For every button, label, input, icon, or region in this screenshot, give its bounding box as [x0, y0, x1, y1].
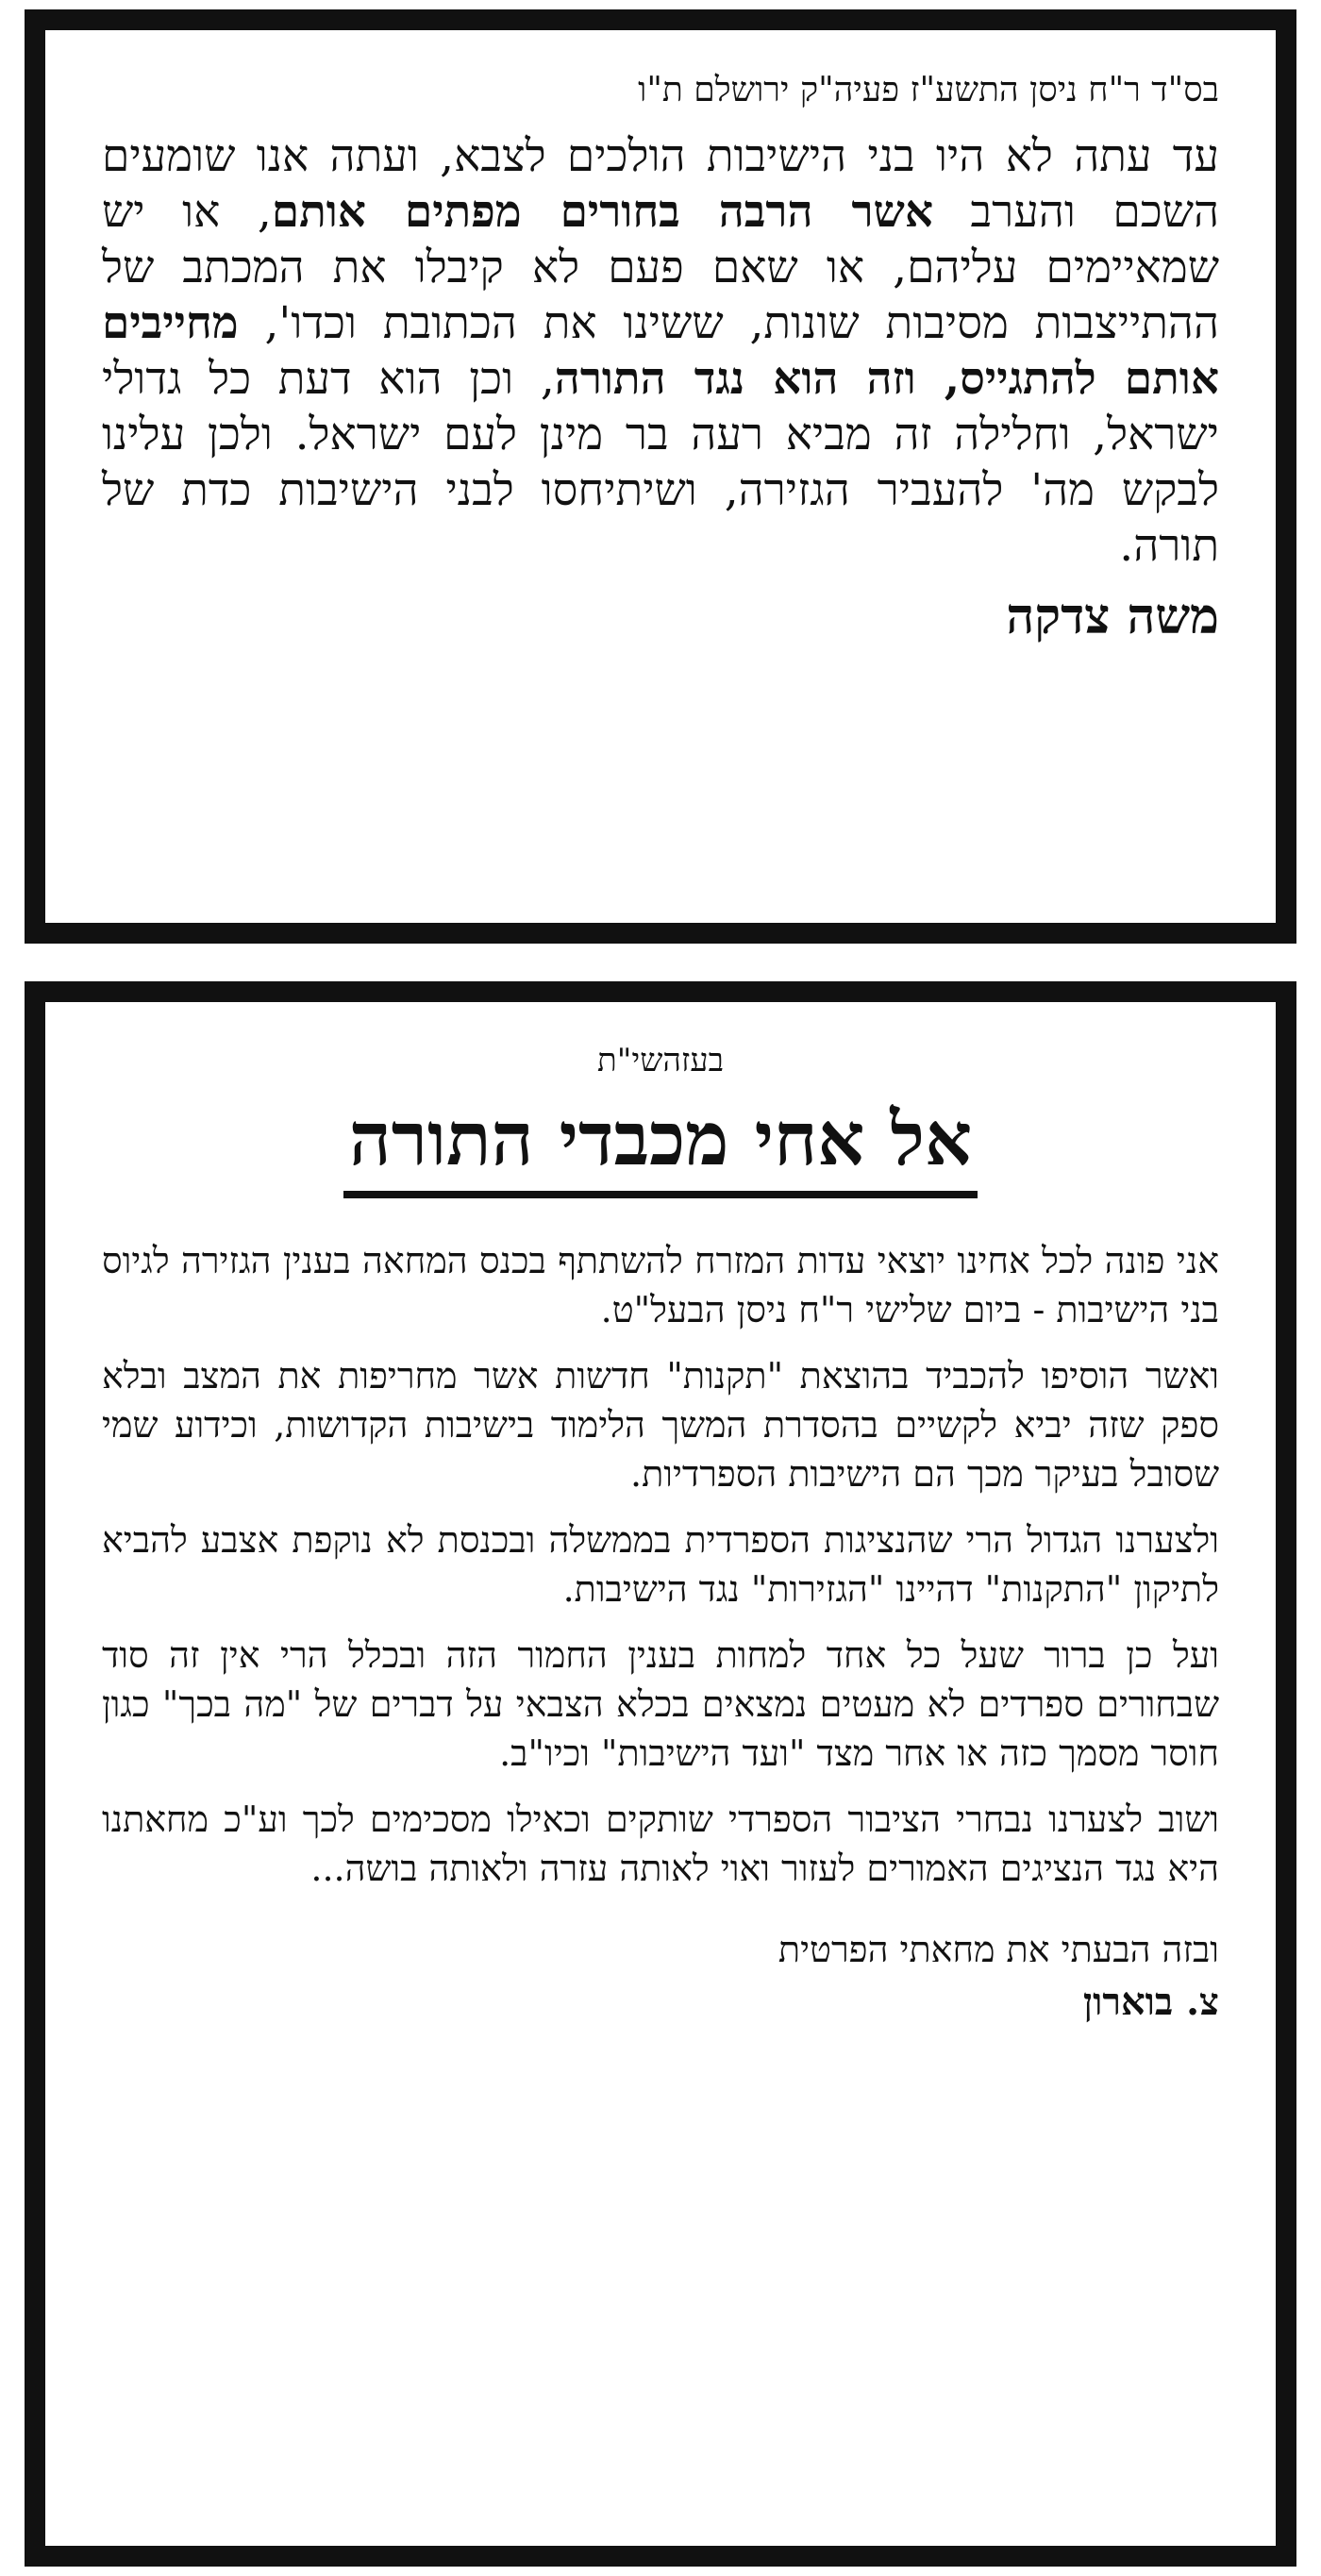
body-bold-2: מחייבים אותם להתגייס, וזה הוא נגד התורה [102, 297, 1219, 405]
paragraph-2: ואשר הוסיפו להכביד בהוצאת "תקנות" חדשות אשר מחריפות את המצב ובלא ספק שזה יביא לקשיים בהסדרת המשך הלימוד בישיבות הקדושות, וכידוע שמי שסובל בעיקר מכך הם הישיבות הספרדיות. [102, 1355, 1219, 1495]
paragraph-5: ושוב לצערנו נבחרי הציבור הספרדי שותקים וכאילו מסכימים לכך וע"כ מחאתנו היא נגד הנציגים האמורים לעזור ואוי לאותה עזרה ולאותה בושה... [102, 1798, 1219, 1889]
headline: אל אחי מכבדי התורה [343, 1093, 978, 1198]
closing-line: ובזה הבעתי את מחאתי הפרטית [778, 1929, 1219, 1970]
paragraph-3: ולצערנו הגדול הרי שהנציגות הספרדית בממשלה ובכנסת לא נוקפת אצבע להביא לתיקון "התקנות" דהיינו "הגזירות" נגד הישיבות. [102, 1519, 1219, 1610]
top-signature: משה צדקה [1006, 588, 1219, 645]
bottom-notice-box [25, 981, 1296, 2567]
dateline: בס"ד ר"ח ניסן התשע"ז פעיה"ק ירושלם ת"ו [638, 71, 1219, 109]
body-text-2: , או יש שמאיימים עליהם, או שאם פעם לא קיבלו את המכתב של ההתייצבות מסיבות שונות, ששינו את הכתובת וכדו', [102, 186, 1219, 349]
body-bold-1: אשר הרבה בחורים מפתים אותם [271, 186, 933, 238]
top-notice-body [102, 128, 1219, 574]
paragraph-4: ועל כן ברור שעל כל אחד למחות בענין החמור הזה ובכלל הרי אין זה סוד שבחורים ספרדים לא מעטים נמצאים בכלא הצבאי על דברים של "מה בכך" כגון חוסר מסמך כזה או אחר מצד "ועד הישיבות" וכיו"ב. [102, 1634, 1219, 1774]
top-notice-box [25, 9, 1296, 944]
body-text-3: , וכן הוא דעת כל גדולי ישראל, וחלילה זה מביא רעה בר מינן לעם ישראל. ולכן עלינו לבקש מה' להעביר הגזירה, ושיתיחסו לבני הישיבות כדת של תורה. [102, 353, 1219, 572]
body-text-1: עד עתה לא היו בני הישיבות הולכים לצבא, ועתה אנו שומעים השכם והערב [102, 130, 1220, 238]
bottom-signature: צ. בוארון [1082, 1980, 1219, 2024]
headline-wrap [102, 1093, 1219, 1198]
bezh-header: בעזהשי"ת [596, 1042, 725, 1079]
paragraph-1: אני פונה לכל אחינו יוצאי עדות המזרח להשתתף בכנס המחאה בענין הגזירה לגיוס בני הישיבות - ביום שלישי ר"ח ניסן הבעל"ט. [102, 1240, 1219, 1330]
